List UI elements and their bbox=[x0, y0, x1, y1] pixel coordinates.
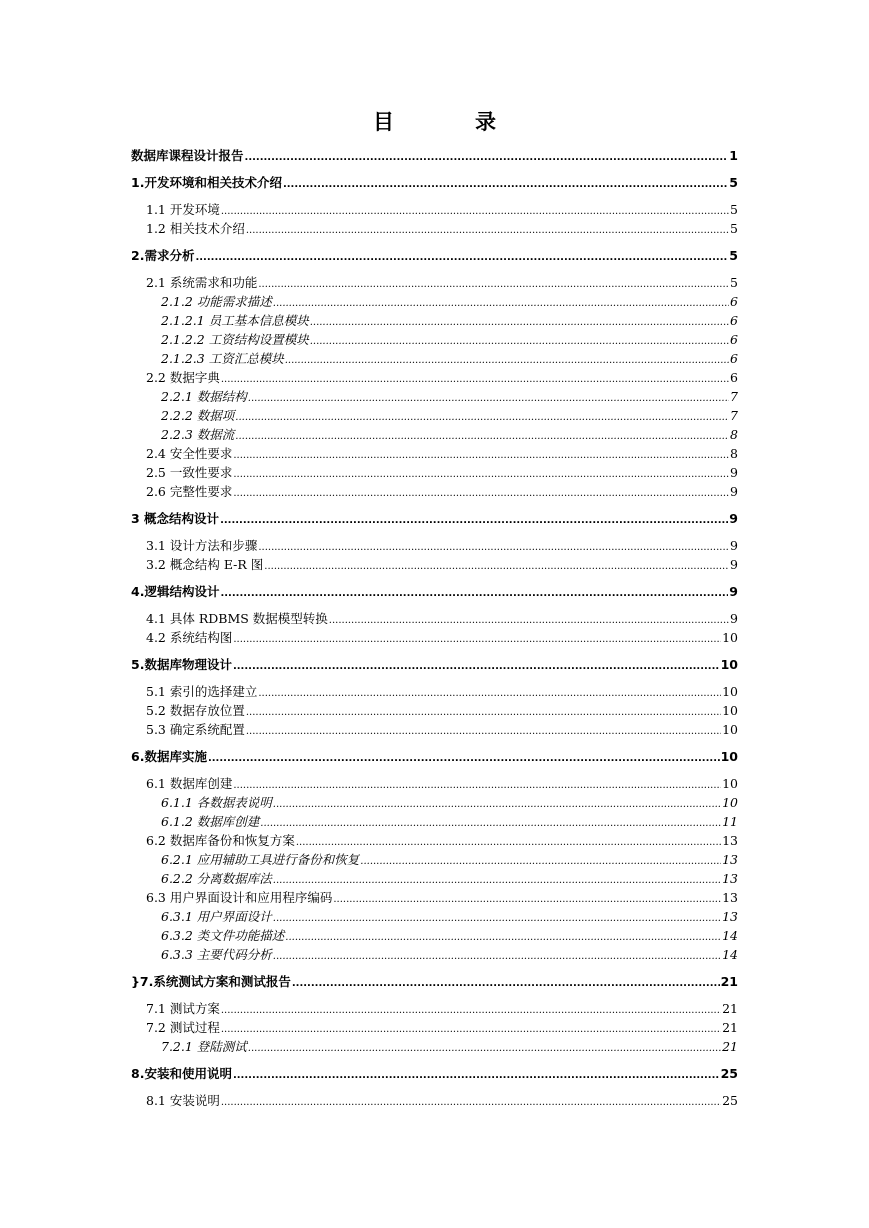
toc-entry-title: 6.数据库实施 bbox=[131, 749, 207, 764]
toc-entry-level-2[interactable] bbox=[131, 463, 738, 482]
toc-entry-level-1[interactable] bbox=[131, 582, 738, 602]
toc-entry-level-2[interactable] bbox=[131, 482, 738, 501]
toc-entry-level-2[interactable] bbox=[131, 1018, 738, 1037]
toc-entry-title: 2.1.2 功能需求描述 bbox=[161, 294, 272, 309]
toc-entry-title: 6.2 数据库备份和恢复方案 bbox=[146, 833, 295, 848]
toc-page-number: 10 bbox=[722, 703, 738, 718]
toc-entry-level-2[interactable] bbox=[131, 555, 738, 574]
toc-entry-level-2[interactable] bbox=[131, 831, 738, 850]
toc-leader-dots bbox=[310, 330, 729, 351]
toc-page-number: 10 bbox=[722, 630, 738, 645]
toc-entry-title: 2.需求分析 bbox=[131, 248, 195, 263]
toc-leader-dots bbox=[246, 701, 721, 722]
toc-page-number: 9 bbox=[730, 557, 738, 572]
toc-page-number: 5 bbox=[730, 221, 738, 236]
toc-entry-level-1[interactable] bbox=[131, 747, 738, 767]
toc-page-number: 21 bbox=[720, 974, 738, 989]
toc-entry-title: 6.2.1 应用辅助工具进行备份和恢复 bbox=[161, 852, 360, 867]
toc-leader-dots bbox=[248, 1037, 721, 1058]
toc-entry-title: 4.2 系统结构图 bbox=[146, 630, 233, 645]
toc-entry-title: 3.2 概念结构 E-R 图 bbox=[146, 557, 264, 572]
toc-entry-level-3[interactable] bbox=[131, 812, 738, 831]
toc-page-number: 13 bbox=[722, 871, 738, 886]
toc-leader-dots bbox=[258, 536, 729, 557]
toc-entry-level-3[interactable] bbox=[131, 907, 738, 926]
toc-leader-dots bbox=[220, 582, 728, 603]
toc-leader-dots bbox=[258, 682, 721, 703]
toc-leader-dots bbox=[233, 482, 729, 503]
toc-entry-title: 2.2.3 数据流 bbox=[161, 427, 235, 442]
toc-leader-dots bbox=[360, 850, 721, 871]
toc-page-number: 21 bbox=[722, 1039, 738, 1054]
toc-leader-dots bbox=[235, 406, 729, 427]
toc-entry-level-3[interactable] bbox=[131, 406, 738, 425]
toc-entry-level-2[interactable] bbox=[131, 200, 738, 219]
toc-entry-level-1[interactable] bbox=[131, 173, 738, 193]
toc-leader-dots bbox=[235, 425, 729, 446]
toc-entry-title: 5.3 确定系统配置 bbox=[146, 722, 245, 737]
toc-entry-level-1[interactable] bbox=[131, 146, 738, 165]
toc-entry-level-2[interactable] bbox=[131, 774, 738, 793]
toc-entry-level-2[interactable] bbox=[131, 1091, 738, 1110]
toc-leader-dots bbox=[220, 509, 728, 530]
toc-leader-dots bbox=[208, 747, 720, 768]
toc-entry-title: 6.1.1 各数据表说明 bbox=[161, 795, 272, 810]
toc-entry-title: 2.1 系统需求和功能 bbox=[146, 275, 258, 290]
toc-leader-dots bbox=[233, 774, 721, 795]
toc-leader-dots bbox=[221, 999, 721, 1020]
toc-page-number: 10 bbox=[722, 795, 738, 810]
toc-page-number: 21 bbox=[722, 1001, 738, 1016]
toc-leader-dots bbox=[233, 628, 721, 649]
toc-page-number: 14 bbox=[722, 947, 738, 962]
toc-entry-level-3[interactable] bbox=[131, 349, 738, 368]
toc-leader-dots bbox=[273, 292, 729, 313]
toc-page-number: 5 bbox=[729, 248, 738, 263]
toc-entry-title: 7.1 测试方案 bbox=[146, 1001, 220, 1016]
toc-leader-dots bbox=[273, 945, 721, 966]
toc-page-number: 9 bbox=[729, 584, 738, 599]
toc-page-number: 9 bbox=[730, 484, 738, 499]
toc-page-number: 13 bbox=[722, 890, 738, 905]
toc-entry-title: 7.2 测试过程 bbox=[146, 1020, 220, 1035]
toc-page-number: 14 bbox=[722, 928, 738, 943]
toc-entry-level-1[interactable] bbox=[131, 1064, 738, 1084]
toc-page-number: 9 bbox=[730, 611, 738, 626]
toc-entry-level-3[interactable] bbox=[131, 926, 738, 945]
toc-page-number: 9 bbox=[730, 538, 738, 553]
toc-entry-title: 5.2 数据存放位置 bbox=[146, 703, 245, 718]
toc-leader-dots bbox=[246, 720, 721, 741]
toc-entry-title: 8.安装和使用说明 bbox=[131, 1066, 232, 1081]
toc-leader-dots bbox=[248, 387, 729, 408]
toc-page-number: 8 bbox=[730, 427, 738, 442]
toc-entry-level-2[interactable] bbox=[131, 701, 738, 720]
toc-entry-level-2[interactable] bbox=[131, 999, 738, 1018]
toc-entry-title: 2.2 数据字典 bbox=[146, 370, 220, 385]
toc-page-number: 8 bbox=[730, 446, 738, 461]
toc-page-number: 9 bbox=[729, 511, 738, 526]
toc-entry-level-3[interactable] bbox=[131, 425, 738, 444]
toc-leader-dots bbox=[233, 463, 729, 484]
toc-page-number: 10 bbox=[722, 776, 738, 791]
toc-leader-dots bbox=[329, 609, 729, 630]
toc-entry-level-3[interactable] bbox=[131, 330, 738, 349]
toc-leader-dots bbox=[285, 349, 729, 370]
toc-entry-level-3[interactable] bbox=[131, 292, 738, 311]
toc-entry-title: 4.逻辑结构设计 bbox=[131, 584, 220, 599]
toc-entry-level-3[interactable] bbox=[131, 387, 738, 406]
toc-entry-title: 2.2.1 数据结构 bbox=[161, 389, 247, 404]
toc-entry-level-3[interactable] bbox=[131, 945, 738, 964]
toc-page-number: 6 bbox=[730, 313, 738, 328]
toc-leader-dots bbox=[273, 907, 721, 928]
toc-page-number: 5 bbox=[729, 175, 738, 190]
toc-entry-title: 6.3.3 主要代码分析 bbox=[161, 947, 272, 962]
toc-leader-dots bbox=[260, 812, 721, 833]
toc-entry-title: 6.3.2 类文件功能描述 bbox=[161, 928, 285, 943]
toc-entry-level-1[interactable] bbox=[131, 655, 738, 675]
toc-entry-level-2[interactable] bbox=[131, 368, 738, 387]
toc-page-number: 10 bbox=[722, 722, 738, 737]
toc-leader-dots bbox=[283, 173, 728, 194]
toc-entry-title: 3.1 设计方法和步骤 bbox=[146, 538, 258, 553]
toc-entry-level-1[interactable] bbox=[131, 509, 738, 529]
toc-entry-title: 6.1.2 数据库创建 bbox=[161, 814, 260, 829]
toc-entry-title: 1.开发环境和相关技术介绍 bbox=[131, 175, 282, 190]
toc-entry-title: 2.5 一致性要求 bbox=[146, 465, 233, 480]
toc-page-number: 9 bbox=[730, 465, 738, 480]
toc-entry-title: 5.数据库物理设计 bbox=[131, 657, 232, 672]
toc-page-number: 5 bbox=[730, 202, 738, 217]
toc-leader-dots bbox=[296, 831, 721, 852]
toc-page-number: 6 bbox=[730, 351, 738, 366]
toc-page-number: 6 bbox=[730, 370, 738, 385]
toc-leader-dots bbox=[258, 273, 729, 294]
toc-leader-dots bbox=[221, 368, 729, 389]
page-title: 目 录 bbox=[373, 110, 526, 134]
toc-entry-title: 6.3 用户界面设计和应用程序编码 bbox=[146, 890, 333, 905]
toc-leader-dots bbox=[221, 1091, 721, 1112]
toc-page-number: 7 bbox=[730, 408, 738, 423]
toc-page-number: 1 bbox=[729, 148, 738, 163]
toc-leader-dots bbox=[310, 311, 729, 332]
toc-leader-dots bbox=[333, 888, 721, 909]
toc-entry-title: 6.3.1 用户界面设计 bbox=[161, 909, 272, 924]
toc-entry-title: }7.系统测试方案和测试报告 bbox=[131, 974, 291, 989]
toc-page-number: 21 bbox=[722, 1020, 738, 1035]
toc-leader-dots bbox=[285, 926, 721, 947]
toc-entry-title: 7.2.1 登陆测试 bbox=[161, 1039, 247, 1054]
toc-leader-dots bbox=[273, 793, 721, 814]
toc-entry-level-2[interactable] bbox=[131, 273, 738, 292]
toc-entry-title: 5.1 索引的选择建立 bbox=[146, 684, 258, 699]
toc-page-number: 6 bbox=[730, 294, 738, 309]
toc-leader-dots bbox=[233, 655, 720, 676]
toc-page-number: 10 bbox=[722, 684, 738, 699]
toc-entry-title: 1.1 开发环境 bbox=[146, 202, 220, 217]
toc-page-number: 10 bbox=[720, 749, 738, 764]
toc-page-number: 7 bbox=[730, 389, 738, 404]
toc-entry-title: 2.1.2.3 工资汇总模块 bbox=[161, 351, 284, 366]
toc-leader-dots bbox=[264, 555, 729, 576]
toc-leader-dots bbox=[292, 972, 720, 993]
toc-entry-title: 6.2.2 分离数据库法 bbox=[161, 871, 272, 886]
toc-leader-dots bbox=[195, 246, 728, 267]
toc-entry-title: 数据库课程设计报告 bbox=[131, 148, 244, 163]
toc-entry-level-1[interactable] bbox=[131, 972, 738, 992]
toc-entry-level-2[interactable] bbox=[131, 720, 738, 739]
toc-leader-dots bbox=[221, 200, 729, 221]
toc-entry-level-2[interactable] bbox=[131, 628, 738, 647]
toc-page-number: 13 bbox=[722, 852, 738, 867]
toc-entry-level-2[interactable] bbox=[131, 444, 738, 463]
toc-page-number: 5 bbox=[730, 275, 738, 290]
toc-entry-title: 2.1.2.2 工资结构设置模块 bbox=[161, 332, 309, 347]
toc-entry-title: 2.6 完整性要求 bbox=[146, 484, 233, 499]
toc-entry-title: 8.1 安装说明 bbox=[146, 1093, 220, 1108]
toc-leader-dots bbox=[273, 869, 721, 890]
toc-entry-level-2[interactable] bbox=[131, 682, 738, 701]
toc-leader-dots bbox=[233, 1064, 720, 1085]
toc-entry-level-3[interactable] bbox=[131, 1037, 738, 1056]
toc-page-number: 25 bbox=[722, 1093, 738, 1108]
toc-page-number: 13 bbox=[722, 833, 738, 848]
toc-entry-level-3[interactable] bbox=[131, 850, 738, 869]
toc-leader-dots bbox=[246, 219, 729, 240]
toc-entry-title: 4.1 具体 RDBMS 数据模型转换 bbox=[146, 611, 328, 626]
toc-leader-dots bbox=[245, 146, 729, 167]
toc-page-number: 25 bbox=[720, 1066, 738, 1081]
toc-entry-level-2[interactable] bbox=[131, 609, 738, 628]
toc-entry-title: 6.1 数据库创建 bbox=[146, 776, 233, 791]
toc-entry-title: 2.2.2 数据项 bbox=[161, 408, 235, 423]
toc-entry-title: 2.1.2.1 员工基本信息模块 bbox=[161, 313, 309, 328]
toc-page-number: 13 bbox=[722, 909, 738, 924]
toc-entry-title: 1.2 相关技术介绍 bbox=[146, 221, 245, 236]
toc-entry-level-2[interactable] bbox=[131, 536, 738, 555]
toc-entry-level-2[interactable] bbox=[131, 888, 738, 907]
toc-leader-dots bbox=[233, 444, 729, 465]
table-of-contents bbox=[131, 146, 738, 1110]
toc-entry-level-3[interactable] bbox=[131, 793, 738, 812]
toc-entry-level-2[interactable] bbox=[131, 219, 738, 238]
toc-entry-title: 2.4 安全性要求 bbox=[146, 446, 233, 461]
toc-entry-level-3[interactable] bbox=[131, 311, 738, 330]
toc-entry-title: 3 概念结构设计 bbox=[131, 511, 220, 526]
toc-page-number: 6 bbox=[730, 332, 738, 347]
toc-entry-level-1[interactable] bbox=[131, 246, 738, 266]
toc-leader-dots bbox=[221, 1018, 721, 1039]
toc-page-number: 10 bbox=[720, 657, 738, 672]
toc-entry-level-3[interactable] bbox=[131, 869, 738, 888]
toc-page-number: 11 bbox=[722, 814, 738, 829]
